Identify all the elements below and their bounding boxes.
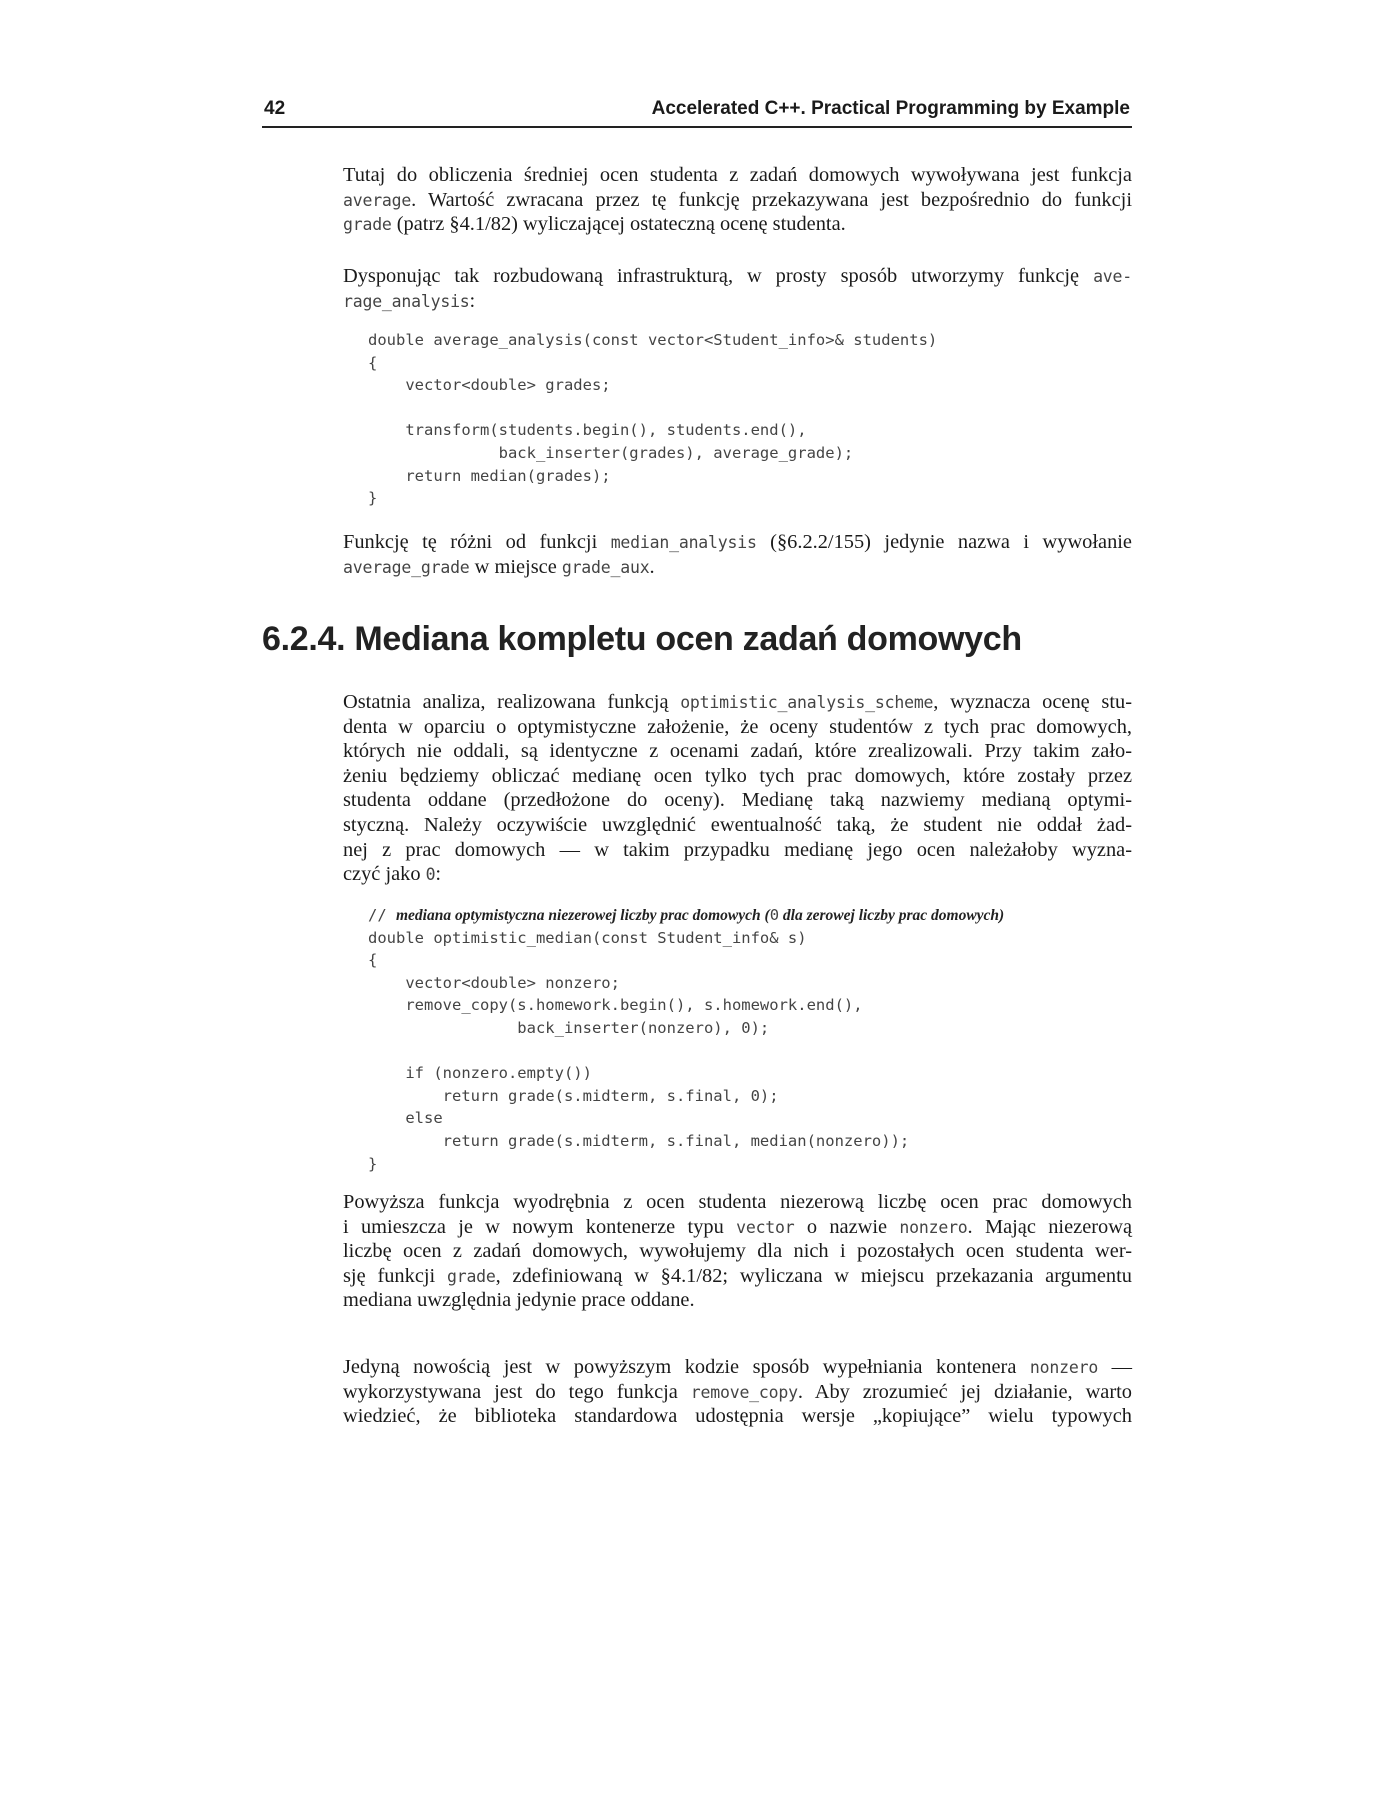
text-line: wiedzieć, że biblioteka standardowa udostępnia wersje „kopiujące” wielu typowych bbox=[343, 1405, 1132, 1428]
text-line: których nie oddali, są identyczne z ocenami zadań, które zrealizowali. Przy takim zało- bbox=[343, 740, 1132, 763]
text-line: czyć jako 0: bbox=[343, 863, 442, 886]
code-line: { bbox=[368, 951, 378, 970]
inline-code: median_analysis bbox=[610, 533, 757, 552]
inline-code: rage_analysis bbox=[343, 291, 470, 311]
text-line: Jedyną nowością jest w powyższym kodzie sposób wypełniania kontenera nonzero — bbox=[343, 1356, 1132, 1378]
text-line: average_grade w miejsce grade_aux. bbox=[343, 555, 655, 578]
text-line: mediana uwzględnia jedynie prace oddane. bbox=[343, 1289, 695, 1312]
inline-code: grade bbox=[343, 215, 392, 235]
paragraph-average-intro bbox=[343, 163, 1132, 237]
text-line: Funkcję tę różni od funkcji median_analysis (§6.2.2/155) jedynie nazwa i wywołanie bbox=[343, 531, 1132, 553]
code-line: if (nonzero.empty()) bbox=[368, 1064, 592, 1083]
code-line: return grade(s.midterm, s.final, median(nonzero)); bbox=[368, 1131, 910, 1150]
paragraph-difference bbox=[343, 530, 1132, 579]
section-heading: 6.2.4. Mediana kompletu ocen zadań domowych bbox=[262, 620, 1022, 658]
text-line: wykorzystywana jest do tego funkcja remove_copy. Aby zrozumieć jej działanie, warto bbox=[343, 1380, 1133, 1403]
inline-code: vector bbox=[736, 1217, 795, 1237]
paragraph-average-analysis bbox=[343, 264, 1132, 313]
text-line: Ostatnia analiza, realizowana funkcją optimistic_analysis_scheme, wyznacza ocenę stu- bbox=[343, 691, 1132, 713]
text-line: average. Wartość zwracana przez tę funkcję przekazywana jest bezpośrednio do funkcji bbox=[343, 188, 1132, 211]
code-line bbox=[368, 397, 937, 420]
text-line: i umieszcza je w nowym kontenerze typu vector o nazwie nonzero. Mając niezerową bbox=[343, 1215, 1132, 1238]
page-number: 42 bbox=[264, 98, 286, 119]
code-line: } bbox=[368, 1154, 378, 1173]
inline-code: nonzero bbox=[1029, 1358, 1099, 1377]
text-line: studenta oddane (przedłożone do oceny). Medianę taką nazwiemy medianą optymi- bbox=[343, 789, 1132, 812]
text-line: sję funkcji grade, zdefiniowaną w §4.1/82; wyliczana w miejscu przekazania argumentu bbox=[343, 1264, 1132, 1287]
text-line: denta w oparciu o optymistyczne założenie, że oceny studentów z tych prac domowych, bbox=[343, 715, 1132, 738]
code-line: return grade(s.midterm, s.final, 0); bbox=[368, 1086, 779, 1105]
page-header bbox=[262, 96, 1132, 128]
inline-code: optimistic_analysis_scheme bbox=[680, 693, 934, 712]
code-line: back_inserter(grades), average_grade); bbox=[368, 443, 854, 462]
text-line: liczbę ocen z zadań domowych, wywołujemy dla nich i pozostałych ocen studenta wer- bbox=[343, 1240, 1132, 1263]
inline-code: average bbox=[343, 190, 412, 210]
paragraph-function-explanation bbox=[343, 1190, 1132, 1313]
code-listing-average-analysis bbox=[368, 329, 937, 510]
inline-code: grade bbox=[446, 1266, 496, 1286]
code-line: double optimistic_median(const Student_info& s) bbox=[368, 928, 807, 947]
running-title: Accelerated C++. Practical Programming by Example bbox=[651, 98, 1130, 119]
code-line: back_inserter(nonzero), 0); bbox=[368, 1018, 770, 1037]
text-line: styczną. Należy oczywiście uwzględnić ewentualność taką, że student nie oddał żad- bbox=[343, 813, 1132, 836]
text-line: Powyższa funkcja wyodrębnia z ocen studenta niezerową liczbę ocen prac domowych bbox=[343, 1191, 1132, 1213]
code-line: vector<double> grades; bbox=[368, 376, 611, 395]
inline-code: nonzero bbox=[899, 1217, 968, 1237]
inline-code: 0 bbox=[425, 865, 436, 885]
code-line: else bbox=[368, 1109, 443, 1128]
text-line: Dysponując tak rozbudowaną infrastrukturą, w prosty sposób utworzymy funkcję ave- bbox=[343, 265, 1132, 287]
inline-code: grade_aux bbox=[561, 557, 650, 577]
code-line: { bbox=[368, 353, 378, 372]
code-listing-optimistic-median bbox=[368, 904, 1004, 1175]
code-line bbox=[368, 1040, 1004, 1063]
code-line: return median(grades); bbox=[368, 466, 611, 485]
text-line: rage_analysis: bbox=[343, 289, 476, 312]
inline-code: average_grade bbox=[343, 557, 470, 577]
code-comment: // mediana optymistyczna niezerowej liczby prac domowych (0 dla zerowej liczby prac domowych) bbox=[368, 906, 1005, 924]
paragraph-optimistic-analysis bbox=[343, 690, 1132, 887]
code-line: remove_copy(s.homework.begin(), s.homework.end(), bbox=[368, 996, 863, 1015]
code-line: vector<double> nonzero; bbox=[368, 973, 620, 992]
text-line: żeniu będziemy obliczać medianę ocen tylko tych prac domowych, które zostały przez bbox=[343, 764, 1132, 787]
code-line: } bbox=[368, 489, 378, 508]
text-line: Tutaj do obliczenia średniej ocen studenta z zadań domowych wywoływana jest funkcja bbox=[343, 164, 1132, 186]
inline-code: remove_copy bbox=[690, 1382, 798, 1402]
text-line: nej z prac domowych — w takim przypadku medianę jego ocen należałoby wyzna- bbox=[343, 838, 1132, 861]
paragraph-remove-copy bbox=[343, 1355, 1132, 1429]
inline-code: ave- bbox=[1093, 267, 1132, 286]
text-line: grade (patrz §4.1/82) wyliczającej ostateczną ocenę studenta. bbox=[343, 213, 846, 236]
code-line: double average_analysis(const vector<Student_info>& students) bbox=[368, 331, 938, 349]
code-line: transform(students.begin(), students.end(), bbox=[368, 421, 807, 440]
